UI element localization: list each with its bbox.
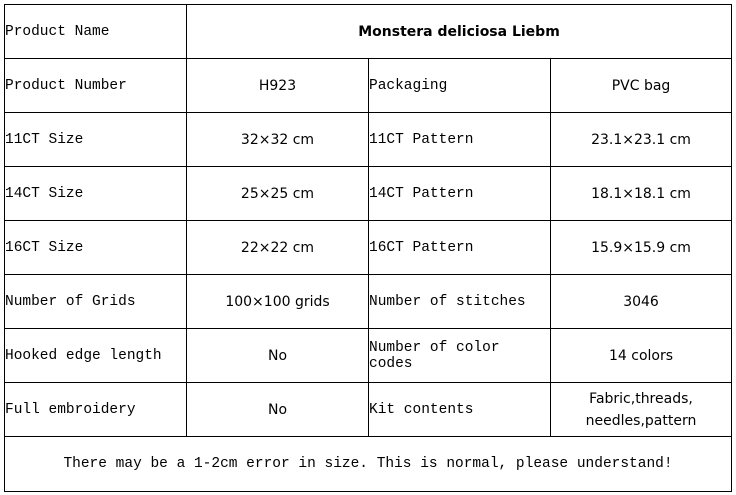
hooked-edge-label: Hooked edge length	[5, 329, 187, 383]
size-14ct-label: 14CT Size	[5, 167, 187, 221]
table-row	[5, 167, 732, 221]
pattern-14ct-value: 18.1×18.1 cm	[551, 167, 732, 221]
size-14ct-value: 25×25 cm	[187, 167, 369, 221]
color-codes-value: 14 colors	[551, 329, 732, 383]
kit-contents-line-2: needles,pattern	[585, 412, 697, 429]
table-row	[5, 59, 732, 113]
kit-contents-value	[551, 383, 732, 437]
table-row	[5, 221, 732, 275]
size-error-note: There may be a 1-2cm error in size. This is normal, please understand!	[5, 437, 732, 492]
full-embroidery-label: Full embroidery	[5, 383, 187, 437]
full-embroidery-value: No	[187, 383, 369, 437]
grids-value: 100×100 grids	[187, 275, 369, 329]
table-row	[5, 275, 732, 329]
pattern-11ct-label: 11CT Pattern	[369, 113, 551, 167]
kit-contents-label: Kit contents	[369, 383, 551, 437]
stitches-value: 3046	[551, 275, 732, 329]
pattern-14ct-label: 14CT Pattern	[369, 167, 551, 221]
grids-label: Number of Grids	[5, 275, 187, 329]
table-row	[5, 5, 732, 59]
pattern-16ct-value: 15.9×15.9 cm	[551, 221, 732, 275]
table-row	[5, 329, 732, 383]
stitches-label: Number of stitches	[369, 275, 551, 329]
kit-contents-line-1: Fabric,threads,	[589, 390, 693, 407]
product-number-label: Product Number	[5, 59, 187, 113]
pattern-11ct-value: 23.1×23.1 cm	[551, 113, 732, 167]
color-codes-label: Number of color codes	[369, 329, 551, 383]
packaging-label: Packaging	[369, 59, 551, 113]
product-name-value: Monstera deliciosa Liebm	[187, 5, 732, 59]
product-spec-table	[4, 4, 732, 492]
size-16ct-value: 22×22 cm	[187, 221, 369, 275]
pattern-16ct-label: 16CT Pattern	[369, 221, 551, 275]
table-row	[5, 383, 732, 437]
packaging-value: PVC bag	[551, 59, 732, 113]
table-row	[5, 113, 732, 167]
size-11ct-label: 11CT Size	[5, 113, 187, 167]
product-number-value: H923	[187, 59, 369, 113]
table-row	[5, 437, 732, 492]
hooked-edge-value: No	[187, 329, 369, 383]
size-16ct-label: 16CT Size	[5, 221, 187, 275]
product-name-label: Product Name	[5, 5, 187, 59]
size-11ct-value: 32×32 cm	[187, 113, 369, 167]
